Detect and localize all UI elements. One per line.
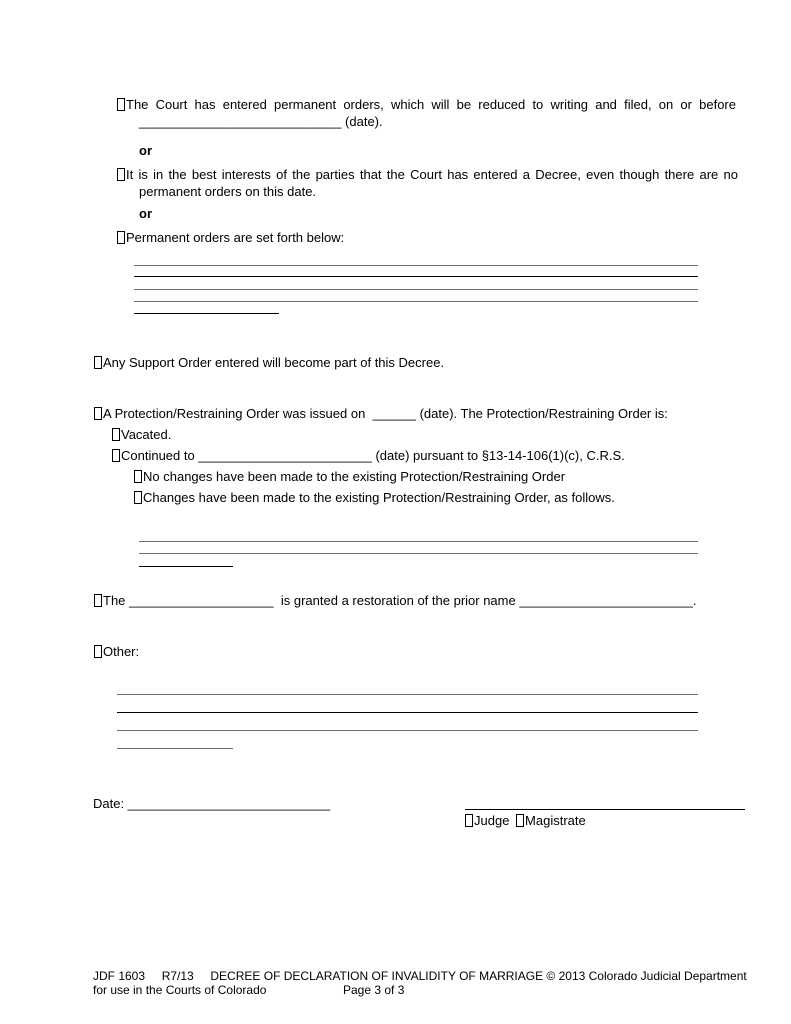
no-changes-item xyxy=(134,469,565,485)
blank-line xyxy=(134,265,698,266)
signature-line[interactable] xyxy=(465,809,745,810)
checkbox-judge[interactable] xyxy=(465,814,473,827)
judge-label: Judge xyxy=(474,813,510,828)
changes-label: Changes have been made to the existing Protection/Restraining Order, as follows. xyxy=(143,490,615,505)
party-name-blank[interactable]: ____________________ xyxy=(129,593,274,608)
checkbox-continued[interactable] xyxy=(112,449,120,462)
checkbox-protection-order[interactable] xyxy=(94,407,102,420)
footer-line-1: JDF 1603 R7/13 DECREE OF DECLARATION OF INVALIDITY OF MARRIAGE © 2013 Colorado Judicial Department xyxy=(93,969,747,983)
checkbox-other[interactable] xyxy=(94,645,102,658)
other-label: Other: xyxy=(103,644,140,659)
checkbox-best-interests[interactable] xyxy=(117,168,125,181)
permanent-orders-option-1 xyxy=(117,97,736,113)
name-restoration-the: The xyxy=(103,593,126,608)
blank-line xyxy=(134,301,698,302)
no-changes-label: No changes have been made to the existing Protection/Restraining Order xyxy=(143,469,566,484)
blank-line xyxy=(117,694,698,695)
option-3-text: Permanent orders are set forth below: xyxy=(126,230,345,245)
option-2-text: It is in the best interests of the parties that the Court has entered a Decree, even though there are no xyxy=(126,167,738,182)
blank-line xyxy=(134,313,279,314)
blank-line xyxy=(117,748,233,749)
vacated-item xyxy=(112,427,171,443)
checkbox-support-order[interactable] xyxy=(94,356,102,369)
protection-order-item xyxy=(94,406,668,422)
blank-line xyxy=(139,541,698,542)
vacated-label: Vacated. xyxy=(121,427,172,442)
option-2-line2: permanent orders on this date. xyxy=(139,184,317,199)
prior-name-blank[interactable]: ________________________. xyxy=(519,593,697,608)
name-restoration-item xyxy=(94,593,697,609)
support-order-text: Any Support Order entered will become part of this Decree. xyxy=(103,355,445,370)
blank-line xyxy=(117,730,698,731)
permanent-orders-option-2 xyxy=(117,167,738,183)
checkbox-vacated[interactable] xyxy=(112,428,120,441)
page-number: Page 3 of 3 xyxy=(343,983,405,997)
protection-order-text: A Protection/Restraining Order was issued on xyxy=(103,406,366,421)
support-order-item xyxy=(94,355,444,371)
checkbox-magistrate[interactable] xyxy=(516,814,524,827)
blank-line xyxy=(139,553,698,554)
checkbox-permanent-orders-entered[interactable] xyxy=(117,98,125,111)
other-item xyxy=(94,644,139,660)
or-separator: or xyxy=(139,206,152,221)
blank-line xyxy=(134,289,698,290)
blank-line xyxy=(134,276,698,277)
protection-date-blank[interactable]: ______ xyxy=(372,406,416,421)
protection-order-text-2: (date). The Protection/Restraining Order is: xyxy=(419,406,668,421)
option-1-text: The Court has entered permanent orders, which will be reduced to writing and filed, on or before xyxy=(126,97,736,112)
date-field[interactable]: Date: ____________________________ xyxy=(93,796,331,811)
blank-line xyxy=(117,712,698,713)
permanent-orders-option-3 xyxy=(117,230,344,246)
checkbox-no-changes[interactable] xyxy=(134,470,142,483)
continued-label: Continued to ________________________ (date) pursuant to §13-14-106(1)(c), C.R.S. xyxy=(121,448,625,463)
blank-line xyxy=(139,566,233,567)
option-1-date-line: ____________________________ (date). xyxy=(139,114,383,129)
checkbox-name-restoration[interactable] xyxy=(94,594,102,607)
or-separator: or xyxy=(139,143,152,158)
footer-line-2-left: for use in the Courts of Colorado xyxy=(93,983,267,997)
changes-item xyxy=(134,490,615,506)
checkbox-permanent-orders-below[interactable] xyxy=(117,231,125,244)
judge-magistrate-options xyxy=(465,813,586,829)
name-restoration-text: is granted a restoration of the prior name xyxy=(280,593,516,608)
continued-item xyxy=(112,448,625,464)
magistrate-label: Magistrate xyxy=(525,813,586,828)
checkbox-changes[interactable] xyxy=(134,491,142,504)
